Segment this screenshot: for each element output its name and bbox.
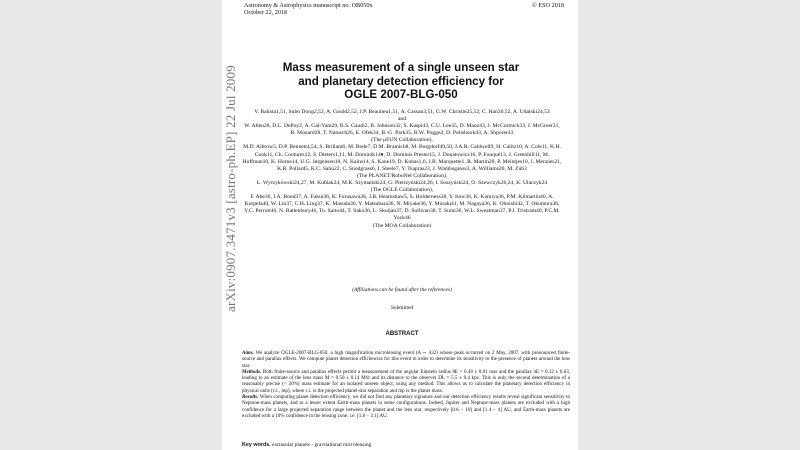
title-line-2: and planetary detection efficiency for	[298, 74, 504, 88]
keywords	[242, 442, 562, 448]
methods-label: Methods.	[242, 368, 262, 375]
title-line-3: OGLE 2007-BLG-050	[344, 88, 458, 101]
abstract-aims	[242, 350, 570, 369]
collaboration-mufun: (The μFUN Collaboration),	[371, 137, 433, 144]
abstract-body	[242, 350, 570, 419]
submitted-line: Submitted	[390, 305, 414, 311]
journal-header	[244, 2, 564, 16]
keywords-label: Key words.	[242, 442, 271, 448]
author-and: and	[397, 116, 407, 123]
author-group-1: V. Batista1,51, Subo Dong2,52, A. Gould2,52, J.P. Beaulieu1,51, A. Cassan3,51, G.W. Christie25,52, C. Han30,52, A. Udalski24,53	[254, 109, 550, 115]
author-group-3: M.D. Albrow5, D.P. Bennett4,54, S. Brillant6, M. Bode7, D.M. Bramich8, M. Burgdorf49,50, J.A.R. Caldwell9, H. Calitz10, A. Cole11, K.H. Cook11, Ch. Coutures12, S. Dieters1,11, M. Dominik14♦, D. Dominis Prester15, J. Donatowicz16, P. Fouqué13, J. Greenhill11, M. Hoffman10, K. Horne14, U.G. Jørgensen18, N. Kains14, S. Kane19, D. Kubas1,6, J.B. Marquette1, R. Martin20, P. Meintjes10, J. Menzies21, K.R. Pollard5, K.C. Sahu22, C. Snodgrass6, I. Steele7, Y. Tsapras23, J. Wambsganss3, A. Williams20, M. Zub3	[242, 144, 562, 172]
journal-date: October 22, 2018	[244, 9, 288, 17]
title-line-1: Mass measurement of a single unseen star	[282, 61, 520, 74]
paper-page	[222, 0, 578, 450]
collaboration-moa: (The MOA Collaboration)	[372, 222, 432, 229]
author-list	[242, 109, 562, 230]
aims-text: We analyze OGLE-2007-BLG-050, a high magnification microlensing event (A ∼ 432) whose peak occurred on 2 May, 2007, with pronounced finite-source and parallax effects. We compute planet detection efficiencies for this event in order to determine its sensitivity to the presence of planets around the lens star.	[242, 350, 570, 369]
keywords-text: extrasolar planets - gravitational microlensing	[272, 442, 372, 448]
abstract-methods	[242, 369, 570, 394]
results-text: When computing planet detection efficiency, we did not find any planetary signature and our detection efficiency results reveal significant sensitivity to Neptune-mass planets, and to a lesser extent Earth-mass planets in some configurations. Indeed, Jupiter and Neptune-mass planets are excluded with a high confidence for a large projected separation range between the planet and the lens star, respectively [0.6 − 10] and [1.4 − 4] AU, and Earth-mass planets are excluded with a 10% confidence in the lensing zone, i.e. [1.8 − 3.1] AU.	[242, 394, 571, 419]
copyright-notice: © ESO 2018	[532, 2, 564, 9]
collaboration-ogle: (The OGLE Collaboration),	[370, 187, 434, 194]
abstract-results	[242, 394, 570, 419]
paper-title	[236, 61, 566, 102]
methods-text: Both finite-source and parallax effects permit a measurement of the angular Einstein radius θE = 0.48 ± 0.01 mas and the parallax πE = 0.12 ± 0.03, leading to an estimate of the lens mass M = 0.50 ± 0.14 M⊙ and its distance to the observer DL = 5.5 ± 0.4 kpc. This is only the second determination of a reasonably precise (< 30%) mass estimate for an isolated unseen object, using any method. This allows us to calculate the planetary detection efficiency in physical units (r⊥, mp), where r⊥ is the projected planet-star separation and mp is the planet mass.	[242, 368, 570, 394]
collaboration-planet: (The PLANET/RoboNet Collaboration),	[356, 172, 448, 179]
results-label: Results.	[242, 394, 259, 401]
affiliations-note: (Affiliations can be found after the references)	[352, 287, 452, 293]
arxiv-stamp: arXiv:0907.3471v3 [astro-ph.EP] 22 Jul 2009	[223, 65, 238, 312]
author-group-5: F. Abe36, I.A. Bond37, A. Fukui36, K. Furusawa36, J.B. Hearnshaw5, S. Holderness38, Y. Itow36, K. Kamiya36, P.M. Kilmartin40, A. Korpela40, W. Lin37, C.H. Ling37, K. Masuda36, Y. Matsubara36, N. Miyake36, Y. Muraki41, M. Nagaya36, K. Ohnishi42, T. Okumura36, Y.C. Perrott46, N. Rattenbury46, To. Saito44, T. Sako36, L. Skuljan37, D. Sullivan38, T. Sumi36, W.L. Sweatman37, P.J. Tristram40, P.C.M. Yock46	[244, 194, 560, 222]
aims-label: Aims.	[242, 350, 254, 356]
author-group-4: Ł. Wyrzykowski24,27, M. Kubiak24, M.K. Szymański24, G. Pietrzyński24,26, I. Soszyński24, O. Szewczyk26,24, K. Ulaczyk24	[256, 179, 548, 186]
author-group-2: W. Allen28, D.L. DePoy2, A. Gal-Yam29, B.S. Gaudi2, B. Johnson32, S. Kaspi43, C.U. Lee35, D. Maoz43, J. McCormick33, I. McGreer31, B. Monard28, T. Natusch26, E. Ofek34, B.-G. Park35, R.W. Pogge2, D. Polishook43, A. Shporer43	[244, 123, 560, 137]
abstract-heading: ABSTRACT	[385, 331, 419, 337]
journal-name: Astronomy & Astrophysics manuscript no. OB050x	[244, 2, 373, 9]
